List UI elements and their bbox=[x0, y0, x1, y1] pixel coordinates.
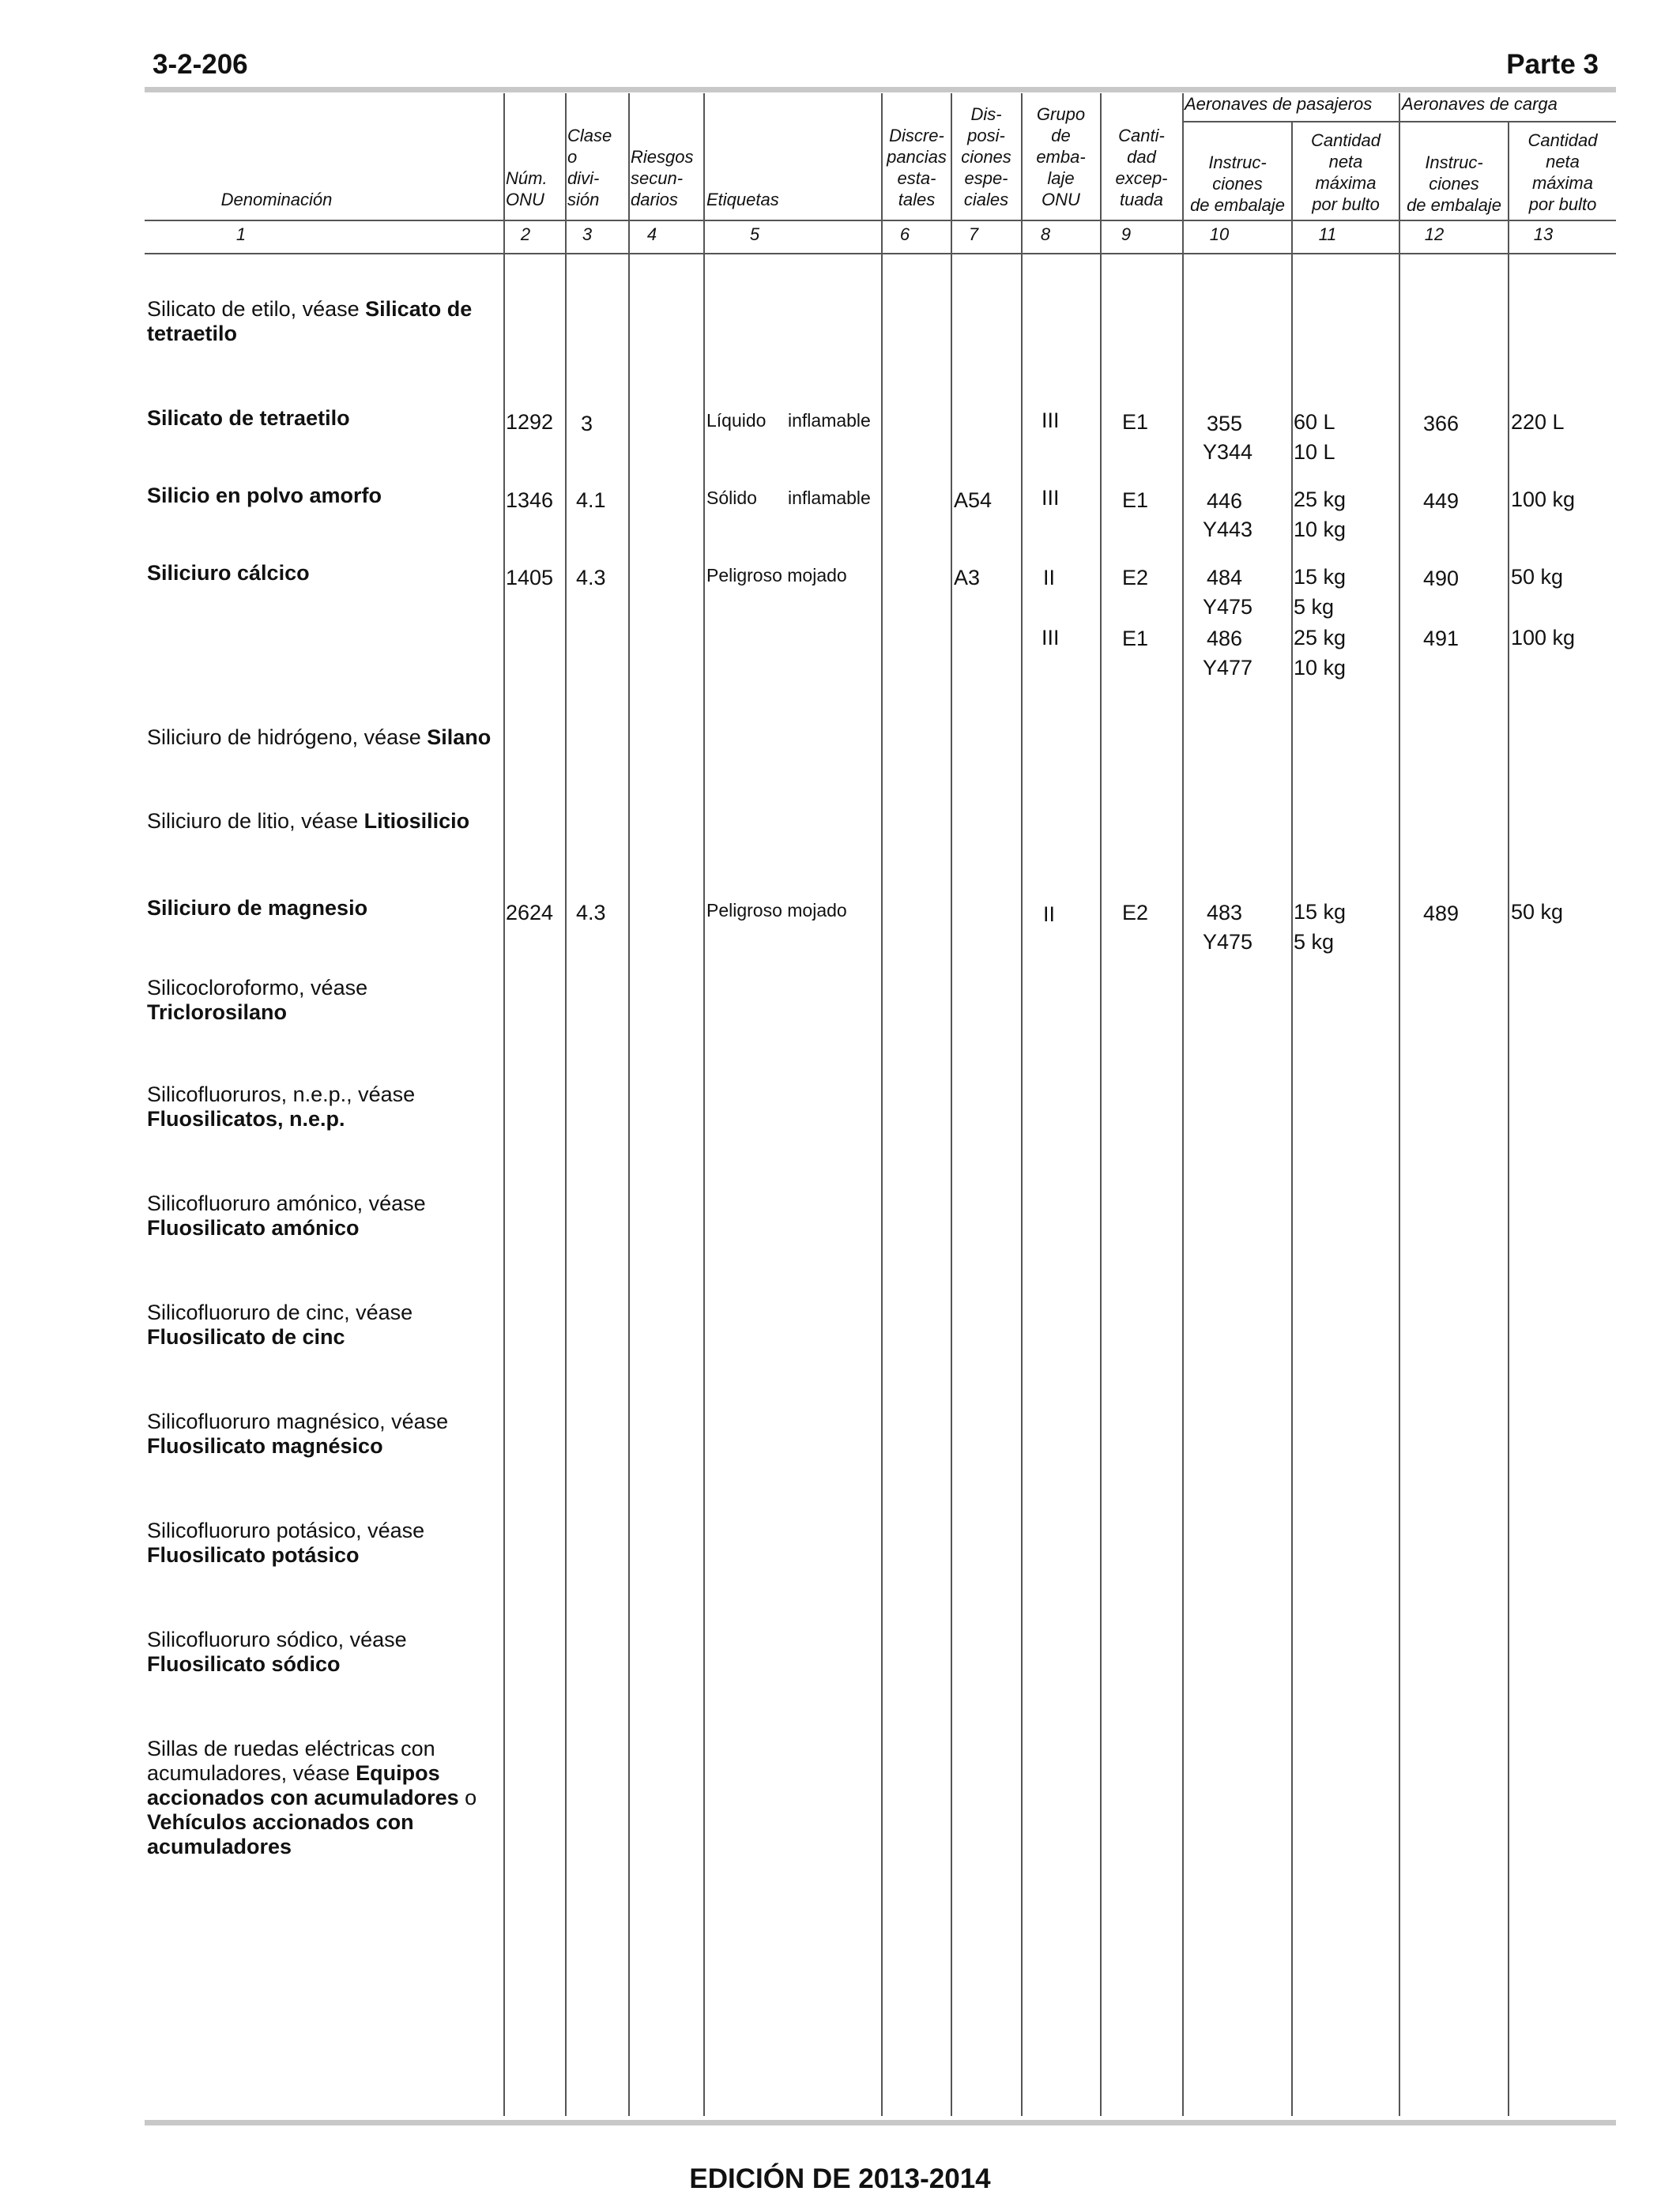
onu-number: 1346 bbox=[506, 488, 554, 512]
header-line: tuada bbox=[1119, 190, 1164, 209]
header-line: excep- bbox=[1115, 168, 1168, 188]
header-etiquetas: Etiquetas bbox=[706, 190, 779, 209]
packing-instruction-passenger-ltd: Y475 bbox=[1203, 595, 1253, 619]
label-part: inflamable bbox=[788, 410, 871, 431]
column-number: 13 bbox=[1533, 224, 1554, 244]
packing-instruction-passenger: 484 bbox=[1207, 566, 1243, 589]
entry-reference: Fluosilicato potásico bbox=[147, 1543, 360, 1567]
header-clase bbox=[567, 125, 612, 210]
entry-text: Silicofluoruro sódico, véase bbox=[147, 1628, 407, 1651]
max-quantity-cargo: 50 kg bbox=[1511, 565, 1564, 589]
max-quantity-cargo: 220 L bbox=[1511, 410, 1565, 434]
col-divider bbox=[565, 93, 567, 2116]
packing-instruction-cargo: 366 bbox=[1423, 412, 1460, 435]
entry-name: Siliciuro cálcico bbox=[147, 561, 310, 585]
header-line: Canti- bbox=[1118, 126, 1165, 145]
column-number: 12 bbox=[1424, 224, 1445, 244]
entry-reference: Equipos accionados con acumuladores bbox=[147, 1761, 459, 1809]
bottom-rule bbox=[145, 2120, 1616, 2125]
entry-name: Silicio en polvo amorfo bbox=[147, 484, 382, 507]
header-cantidad-pasajeros bbox=[1293, 130, 1399, 215]
col-divider bbox=[628, 93, 630, 2116]
packing-group: III bbox=[1042, 486, 1060, 510]
entry-text: Silicofluoruro magnésico, véase bbox=[147, 1410, 449, 1433]
col-divider bbox=[951, 93, 952, 2116]
header-line: laje bbox=[1047, 168, 1075, 188]
onu-number: 1292 bbox=[506, 410, 554, 434]
entry-name: Silicato de tetraetilo bbox=[147, 406, 350, 430]
packing-group: II bbox=[1043, 566, 1056, 589]
header-instrucciones-carga bbox=[1400, 152, 1508, 216]
packing-instruction-cargo: 489 bbox=[1423, 902, 1460, 925]
entry-reference: Fluosilicato magnésico bbox=[147, 1434, 383, 1458]
column-number: 9 bbox=[1121, 224, 1132, 244]
header-line: Instruc- bbox=[1208, 152, 1267, 172]
max-quantity-passenger-ltd: 10 kg bbox=[1294, 518, 1347, 541]
header-line: por bulto bbox=[1528, 194, 1597, 214]
max-quantity-passenger: 25 kg bbox=[1294, 626, 1347, 649]
part-label: Parte 3 bbox=[1506, 49, 1599, 80]
entry-text: Siliciuro de hidrógeno, véase bbox=[147, 725, 428, 749]
header-line: tales bbox=[898, 190, 936, 209]
col-divider bbox=[1021, 93, 1023, 2116]
colnum-separator bbox=[145, 253, 1616, 254]
max-quantity-passenger: 15 kg bbox=[1294, 565, 1347, 589]
header-line: Cantidad bbox=[1310, 130, 1381, 150]
entry-reference: Litiosilicio bbox=[363, 809, 470, 833]
header-line: ciones bbox=[1429, 174, 1479, 194]
header-grupo bbox=[1023, 104, 1099, 210]
max-quantity-cargo: 50 kg bbox=[1511, 900, 1564, 924]
header-num-onu bbox=[506, 168, 548, 210]
header-line: por bulto bbox=[1312, 194, 1380, 214]
max-quantity-cargo: 100 kg bbox=[1511, 626, 1576, 649]
entry-cross-reference bbox=[147, 1301, 447, 1350]
header-line: Grupo bbox=[1036, 104, 1086, 124]
column-number: 2 bbox=[520, 224, 531, 244]
special-provision: A54 bbox=[954, 488, 993, 512]
header-line: ciales bbox=[963, 190, 1009, 209]
col-divider bbox=[503, 93, 505, 2116]
column-number: 3 bbox=[582, 224, 593, 244]
entry-cross-reference bbox=[147, 1628, 463, 1677]
entry-reference: Triclorosilano bbox=[147, 1000, 288, 1024]
packing-group: III bbox=[1042, 626, 1060, 649]
max-quantity-passenger-ltd: 5 kg bbox=[1294, 930, 1335, 954]
entry-cross-reference bbox=[147, 1410, 479, 1459]
max-quantity-cargo: 100 kg bbox=[1511, 488, 1576, 511]
header-cantidad-exceptuada bbox=[1102, 125, 1181, 210]
excepted-quantity: E1 bbox=[1122, 627, 1149, 650]
max-quantity-passenger: 25 kg bbox=[1294, 488, 1347, 511]
header-line: ciones bbox=[961, 147, 1011, 167]
entry-name: Siliciuro de magnesio bbox=[147, 896, 368, 920]
col-divider bbox=[703, 93, 705, 2116]
max-quantity-passenger: 60 L bbox=[1294, 410, 1335, 434]
column-number: 7 bbox=[968, 224, 979, 244]
packing-group: III bbox=[1042, 409, 1060, 432]
column-number: 5 bbox=[749, 224, 760, 244]
class-division: 3 bbox=[581, 412, 593, 435]
header-pasajeros: Aeronaves de pasajeros bbox=[1185, 94, 1373, 114]
entry-reference: Fluosilicatos, n.e.p. bbox=[147, 1107, 345, 1131]
packing-group: II bbox=[1043, 902, 1056, 926]
header-line: o bbox=[567, 147, 578, 167]
label-part: Líquido bbox=[706, 410, 767, 431]
max-quantity-passenger-ltd: 10 kg bbox=[1294, 656, 1347, 680]
header-line: máxima bbox=[1315, 173, 1377, 193]
header-line: pancias bbox=[887, 147, 947, 167]
header-separator bbox=[145, 220, 1616, 221]
packing-instruction-passenger: 446 bbox=[1207, 489, 1243, 513]
header-line: neta bbox=[1328, 152, 1363, 171]
entry-cross-reference bbox=[147, 297, 495, 346]
onu-number: 2624 bbox=[506, 901, 554, 924]
column-number: 10 bbox=[1209, 224, 1230, 244]
header-riesgos bbox=[631, 146, 693, 210]
packing-instruction-cargo: 491 bbox=[1423, 627, 1460, 650]
class-division: 4.1 bbox=[576, 488, 606, 512]
header-line: dad bbox=[1127, 147, 1156, 167]
header-line: Núm. bbox=[506, 168, 548, 188]
header-line: emba- bbox=[1036, 147, 1086, 167]
header-line: máxima bbox=[1531, 173, 1593, 193]
max-quantity-passenger: 15 kg bbox=[1294, 900, 1347, 924]
header-line: de embalaje bbox=[1190, 195, 1285, 215]
entry-reference: Fluosilicato de cinc bbox=[147, 1325, 345, 1349]
entry-reference: Silicato de tetraetilo bbox=[147, 297, 473, 345]
header-line: sión bbox=[567, 190, 600, 209]
header-line: divi- bbox=[567, 168, 600, 188]
header-line: posi- bbox=[967, 126, 1005, 145]
header-line: neta bbox=[1546, 152, 1580, 171]
entry-text: Siliciuro de litio, véase bbox=[147, 809, 364, 833]
entry-cross-reference bbox=[147, 1519, 463, 1568]
special-provision: A3 bbox=[954, 566, 981, 589]
header-line: Dis- bbox=[970, 104, 1002, 124]
excepted-quantity: E1 bbox=[1122, 410, 1149, 434]
label-part: inflamable bbox=[788, 488, 871, 508]
header-line: de embalaje bbox=[1407, 195, 1501, 215]
packing-instruction-passenger: 483 bbox=[1207, 901, 1243, 924]
header-denominacion: Denominación bbox=[220, 190, 333, 209]
header-cantidad-carga bbox=[1509, 130, 1616, 215]
column-number: 4 bbox=[646, 224, 657, 244]
entry-text: Silicato de etilo, véase bbox=[147, 297, 366, 321]
header-disposiciones bbox=[952, 104, 1020, 210]
column-number: 8 bbox=[1040, 224, 1051, 244]
label-text: Peligroso mojado bbox=[706, 565, 847, 585]
entry-cross-reference bbox=[147, 976, 408, 1025]
header-line: esta- bbox=[897, 168, 936, 188]
header-line: Cantidad bbox=[1527, 130, 1598, 150]
excepted-quantity: E2 bbox=[1122, 901, 1149, 924]
header-line: darios bbox=[631, 190, 678, 209]
max-quantity-passenger-ltd: 10 L bbox=[1294, 440, 1335, 464]
entry-reference: Fluosilicato amónico bbox=[147, 1216, 360, 1240]
header-line: de bbox=[1051, 126, 1071, 145]
entry-reference: Vehículos accionados con acumuladores bbox=[147, 1810, 414, 1858]
packing-instruction-cargo: 490 bbox=[1423, 567, 1460, 590]
page-number: 3-2-206 bbox=[153, 49, 248, 80]
header-line: Riesgos bbox=[631, 147, 694, 167]
max-quantity-passenger-ltd: 5 kg bbox=[1294, 595, 1335, 619]
class-division: 4.3 bbox=[576, 901, 606, 924]
edition-footer: EDICIÓN DE 2013-2014 bbox=[689, 2163, 991, 2194]
col-divider bbox=[1182, 93, 1184, 2116]
entry-reference: Fluosilicato sódico bbox=[147, 1652, 341, 1676]
packing-instruction-cargo: 449 bbox=[1423, 489, 1460, 513]
packing-instruction-passenger: 486 bbox=[1207, 627, 1243, 650]
entry-text: Silicofluoruro de cinc, véase bbox=[147, 1301, 413, 1324]
entry-text: Silicofluoruro potásico, véase bbox=[147, 1519, 425, 1542]
header-line: secun- bbox=[631, 168, 684, 188]
top-rule bbox=[145, 87, 1616, 92]
class-division: 4.3 bbox=[576, 566, 606, 589]
entry-cross-reference bbox=[147, 725, 495, 750]
header-line: Discre- bbox=[889, 126, 944, 145]
entry-cross-reference bbox=[147, 1192, 463, 1241]
entry-text: Silicocloroformo, véase bbox=[147, 976, 368, 1000]
packing-instruction-passenger: 355 bbox=[1207, 412, 1243, 435]
header-instrucciones-pasajeros bbox=[1184, 152, 1291, 216]
label-text: Peligroso mojado bbox=[706, 900, 847, 921]
entry-text: Sillas de ruedas eléctricas con acumuladores, véase bbox=[147, 1737, 435, 1785]
column-number: 1 bbox=[235, 224, 247, 244]
entry-text: o bbox=[458, 1786, 477, 1809]
label-part: Sólido bbox=[706, 488, 757, 508]
col-divider bbox=[881, 93, 883, 2116]
entry-text: Silicofluoruros, n.e.p., véase bbox=[147, 1082, 416, 1106]
packing-instruction-passenger-ltd: Y344 bbox=[1203, 440, 1253, 464]
header-discrepancias bbox=[883, 125, 950, 210]
header-line: Instruc- bbox=[1425, 152, 1483, 172]
col-divider bbox=[1100, 93, 1102, 2116]
packing-instruction-passenger-ltd: Y475 bbox=[1203, 930, 1253, 954]
column-number: 6 bbox=[899, 224, 910, 244]
header-line: ONU bbox=[1042, 190, 1080, 209]
onu-number: 1405 bbox=[506, 566, 554, 589]
col-divider bbox=[1508, 121, 1509, 2116]
excepted-quantity: E1 bbox=[1122, 488, 1149, 512]
header-line: ONU bbox=[506, 190, 544, 209]
entry-cross-reference bbox=[147, 1082, 431, 1131]
packing-instruction-passenger-ltd: Y443 bbox=[1203, 518, 1253, 541]
col-divider bbox=[1291, 121, 1293, 2116]
entry-reference: Silano bbox=[427, 725, 492, 749]
entry-cross-reference bbox=[147, 1737, 488, 1859]
packing-instruction-passenger-ltd: Y477 bbox=[1203, 656, 1253, 680]
header-line: ciones bbox=[1212, 174, 1263, 194]
entry-text: Silicofluoruro amónico, véase bbox=[147, 1192, 426, 1215]
col-divider bbox=[1399, 93, 1400, 2116]
entry-cross-reference bbox=[147, 809, 495, 834]
header-line: espe- bbox=[964, 168, 1008, 188]
column-number: 11 bbox=[1318, 224, 1337, 244]
header-line: Clase bbox=[567, 126, 612, 145]
header-carga: Aeronaves de carga bbox=[1402, 94, 1558, 114]
excepted-quantity: E2 bbox=[1122, 566, 1149, 589]
